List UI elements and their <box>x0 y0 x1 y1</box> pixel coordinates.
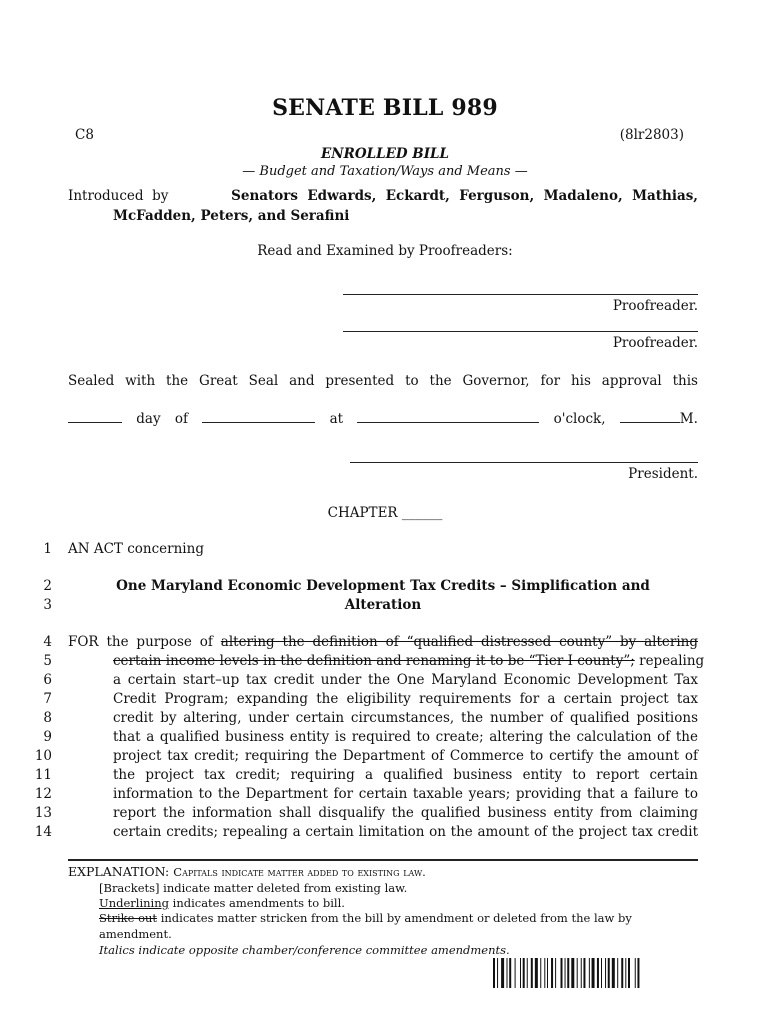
purpose-line-11: the project tax credit; requiring a qualified business entity to report certain <box>113 767 698 783</box>
strike-out-description: indicates matter stricken from the bill by amendment or deleted from the law by <box>157 911 632 925</box>
barcode-image <box>493 958 679 988</box>
proofreaders-heading: Read and Examined by Proofreaders: <box>257 243 513 259</box>
barcode-bar <box>592 958 595 988</box>
barcode-bar <box>535 958 538 988</box>
barcode-bar <box>605 958 606 988</box>
document-number: (8lr2803) <box>619 127 684 143</box>
legend-italics: Italics indicate opposite chamber/conference committee amendments. <box>99 943 510 957</box>
line-number: 14 <box>34 824 52 840</box>
line-number: 11 <box>34 767 52 783</box>
barcode-bar <box>637 958 639 988</box>
line-number: 3 <box>43 597 52 613</box>
proofreader-signature-line-1 <box>343 294 698 295</box>
explanation-heading <box>68 864 426 879</box>
legend-strike-out-continued: amendment. <box>99 927 172 941</box>
struck-text: certain income levels in the definition and renaming it to be “Tier I county”; <box>113 653 635 669</box>
strike-out-term: Strike out <box>99 911 158 925</box>
proofreader-signature-line-2 <box>343 331 698 332</box>
sponsors-line-1: Senators Edwards, Eckardt, Ferguson, Madaleno, Mathias, <box>231 188 698 204</box>
barcode-bar <box>523 958 525 988</box>
barcode-bar <box>567 958 569 988</box>
barcode-bar <box>608 958 610 988</box>
sealed-word: for <box>540 373 561 389</box>
barcode-bar <box>577 958 578 988</box>
at-word: at <box>329 411 344 427</box>
barcode-bar <box>561 958 563 988</box>
sealed-word: Seal <box>248 373 279 389</box>
barcode-bar <box>540 958 541 988</box>
purpose-line-10: project tax credit; requiring the Department of Commerce to certify the amount of <box>113 748 698 764</box>
sealed-word: Sealed <box>68 373 115 389</box>
barcode-bar <box>509 958 511 988</box>
committee-line: — Budget and Taxation/Ways and Means — <box>242 164 528 179</box>
month-blank <box>202 410 315 423</box>
purpose-prefix: FOR the purpose of <box>68 634 213 650</box>
legend-strike-out <box>99 911 632 925</box>
barcode-bar <box>551 958 553 988</box>
of-word: of <box>174 411 189 427</box>
sponsors-block <box>68 186 698 226</box>
chapter-line: CHAPTER ______ <box>327 505 443 521</box>
line-number: 4 <box>43 634 52 650</box>
barcode-bar <box>515 958 516 988</box>
barcode-bar <box>547 958 548 988</box>
barcode-bar <box>571 958 574 988</box>
barcode-bar <box>493 958 495 988</box>
line-number: 13 <box>34 805 52 821</box>
legend-underlining <box>99 896 345 910</box>
sealed-word: this <box>672 373 698 389</box>
purpose-line-13: report the information shall disqualify the qualified business entity from claiming <box>113 805 698 821</box>
bill-short-title-line-1: One Maryland Economic Development Tax Credits – Simplification and <box>116 578 650 594</box>
brackets-term: [Brackets] <box>99 881 160 895</box>
barcode-bar <box>628 958 630 988</box>
barcode-bar <box>621 958 623 988</box>
purpose-line-14: certain credits; repealing a certain limitation on the amount of the project tax credit <box>113 824 698 840</box>
meridiem-suffix: M. <box>679 411 698 427</box>
barcode-bar <box>625 958 626 988</box>
barcode-bar <box>589 958 590 988</box>
legend-brackets <box>99 881 407 895</box>
barcode-bar <box>544 958 545 988</box>
proofreader-label-1: Proofreader. <box>612 298 698 314</box>
purpose-line-6: a certain start–up tax credit under the One Maryland Economic Development Tax <box>113 672 698 688</box>
sealed-statement <box>68 373 698 389</box>
day-time-row <box>68 410 698 427</box>
day-word: day <box>136 411 161 427</box>
line-number: 10 <box>34 748 52 764</box>
barcode-bar <box>497 958 498 988</box>
enrolled-bill-label: ENROLLED BILL <box>321 146 449 162</box>
line-number: 5 <box>43 653 52 669</box>
explanation-capitals: Capitals indicate matter added to existing law. <box>173 865 426 879</box>
barcode-bar <box>527 958 528 988</box>
sealed-word: to <box>405 373 419 389</box>
barcode-bar <box>531 958 533 988</box>
line-number: 1 <box>43 541 52 557</box>
struck-text: altering the definition of “qualified distressed county” by altering <box>220 634 699 650</box>
underlining-term: Underlining <box>99 896 169 910</box>
proofreader-label-2: Proofreader. <box>612 335 698 351</box>
act-concerning: AN ACT concerning <box>68 541 204 557</box>
barcode-bar <box>617 958 618 988</box>
meridiem-field <box>620 410 698 427</box>
barcode-bar <box>520 958 521 988</box>
purpose-line-4 <box>68 634 698 650</box>
barcode-bar <box>583 958 585 988</box>
meridiem-blank <box>620 410 680 423</box>
barcode-bar <box>597 958 599 988</box>
oclock-word: o'clock, <box>553 411 606 427</box>
line-number: 12 <box>34 786 52 802</box>
president-signature-line <box>350 462 698 463</box>
barcode-bar <box>601 958 602 988</box>
sealed-word: Governor, <box>462 373 530 389</box>
line-number: 9 <box>43 729 52 745</box>
line-number: 2 <box>43 578 52 594</box>
barcode-bar <box>507 958 508 988</box>
president-label: President. <box>628 466 698 482</box>
line-number: 8 <box>43 710 52 726</box>
underlining-description: indicates amendments to bill. <box>168 896 345 910</box>
line-number: 7 <box>43 691 52 707</box>
bill-short-title-line-2: Alteration <box>344 597 422 613</box>
purpose-line-5 <box>113 653 705 669</box>
sponsors-line-2: McFadden, Peters, and Serafini <box>113 208 350 224</box>
sealed-word: and <box>289 373 315 389</box>
subject-code: C8 <box>75 127 94 143</box>
sealed-word: approval <box>601 373 662 389</box>
time-blank <box>357 410 539 423</box>
sealed-word: Great <box>199 373 238 389</box>
barcode-bar <box>501 958 504 988</box>
barcode-bar <box>565 958 566 988</box>
sealed-word: his <box>570 373 591 389</box>
barcode-bar <box>555 958 556 988</box>
line-number: 6 <box>43 672 52 688</box>
sealed-word: with <box>125 373 156 389</box>
barcode-bar <box>635 958 636 988</box>
day-blank <box>68 410 122 423</box>
sealed-word: the <box>166 373 189 389</box>
purpose-line-9: that a qualified business entity is required to create; altering the calculation of the <box>113 729 698 745</box>
purpose-text: repealing <box>639 653 705 669</box>
barcode-bar <box>581 958 582 988</box>
introduced-by-label: Introduced by <box>68 188 169 204</box>
barcode-bar <box>612 958 615 988</box>
bill-title-heading: SENATE BILL 989 <box>272 95 498 121</box>
footer-rule <box>68 859 698 861</box>
purpose-line-12: information to the Department for certain taxable years; providing that a failure to <box>113 786 698 802</box>
brackets-description: indicate matter deleted from existing law. <box>159 881 408 895</box>
purpose-line-7: Credit Program; expanding the eligibility requirements for a certain project tax <box>113 691 698 707</box>
explanation-label: EXPLANATION: <box>68 864 170 879</box>
sealed-word: the <box>429 373 452 389</box>
purpose-line-8: credit by altering, under certain circumstances, the number of qualified positions <box>113 710 698 726</box>
sealed-word: presented <box>325 373 395 389</box>
